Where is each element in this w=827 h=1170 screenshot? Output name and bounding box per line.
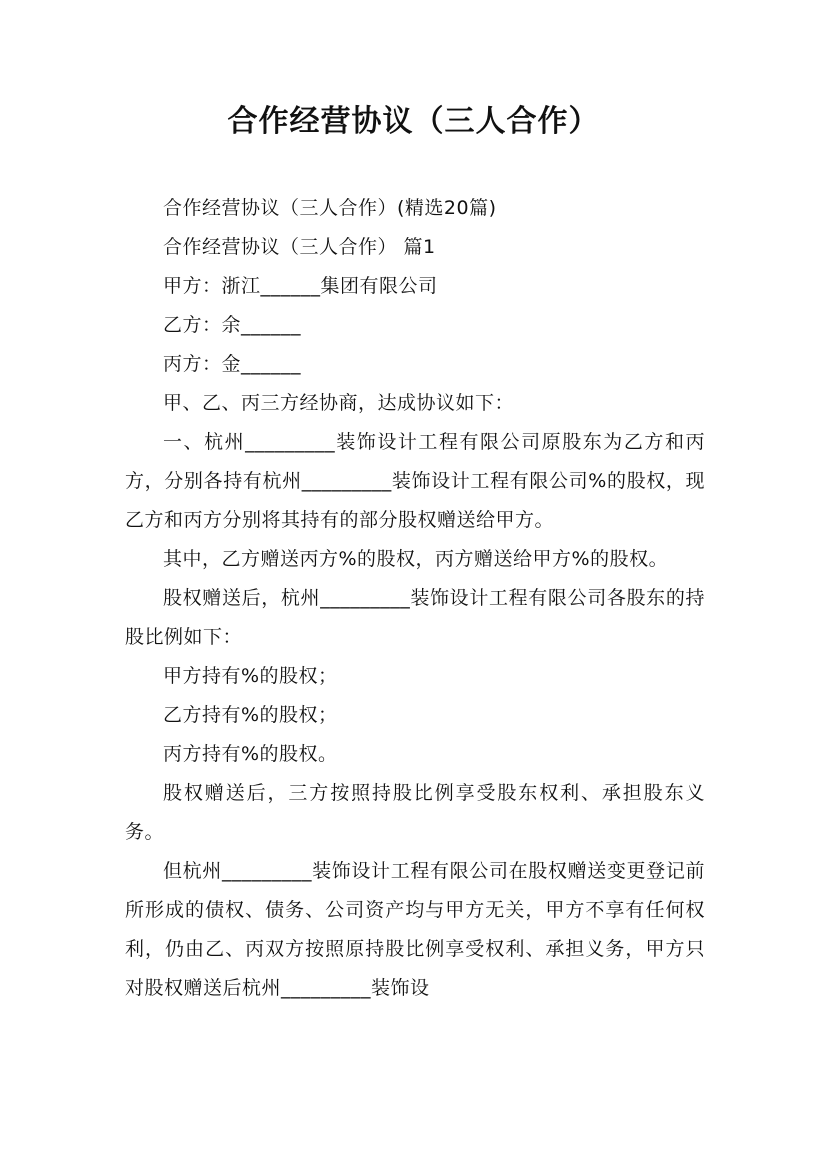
paragraph-shareholding-intro: 股权赠送后，杭州_________装饰设计工程有限公司各股东的持股比例如下：	[125, 587, 705, 648]
paragraph-party-c-share: 丙方持有%的股权。	[163, 743, 338, 765]
paragraph-liability: 但杭州_________装饰设计工程有限公司在股权赠送变更登记前所形成的债权、债务、公司资产均与甲方无关，甲方不享有任何权利，仍由乙、丙双方按照原持股比例享受权利、承担义务，甲方只对股权赠送后杭州_________装饰设	[125, 860, 705, 999]
paragraph-section-heading: 合作经营协议（三人合作） 篇1	[163, 236, 436, 258]
paragraph-party-c: 丙方：金______	[163, 353, 302, 375]
paragraph-party-a: 甲方：浙江______集团有限公司	[163, 275, 438, 297]
paragraph-party-b-share: 乙方持有%的股权；	[163, 704, 338, 726]
paragraph-agreement-intro: 甲、乙、丙三方经协商，达成协议如下：	[163, 392, 515, 414]
paragraph-subtitle: 合作经营协议（三人合作）(精选20篇)	[163, 197, 497, 219]
paragraph-party-b: 乙方：余______	[163, 314, 302, 336]
paragraph-transfer-detail: 其中，乙方赠送丙方%的股权，丙方赠送给甲方%的股权。	[163, 548, 669, 570]
document-body	[125, 189, 705, 1008]
paragraph-party-a-share: 甲方持有%的股权；	[163, 665, 338, 687]
paragraph-clause-1: 一、杭州_________装饰设计工程有限公司原股东为乙方和丙方，分别各持有杭州_________装饰设计工程有限公司%的股权，现乙方和丙方分别将其持有的部分股权赠送给甲方。	[125, 431, 705, 531]
document-title: 合作经营协议（三人合作）	[227, 104, 600, 139]
paragraph-rights-obligations: 股权赠送后，三方按照持股比例享受股东权利、承担股东义务。	[125, 782, 705, 843]
